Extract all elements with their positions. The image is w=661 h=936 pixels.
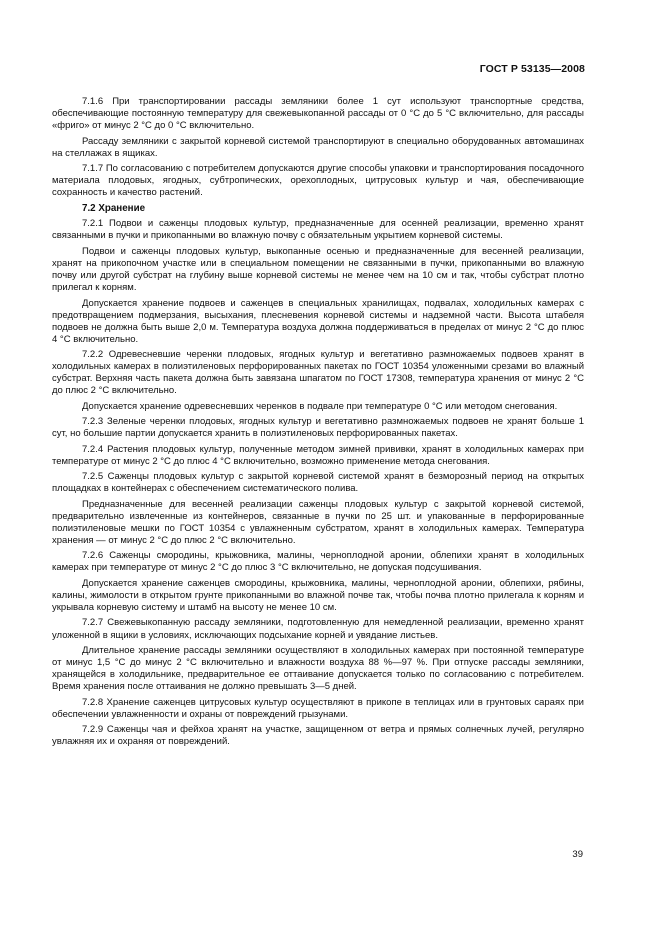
paragraph: Подвои и саженцы плодовых культур, выкопанные осенью и предназначенные для весенней реализации, хранят на прикопочном участке или в специальном помещении не связанными в пучки, прикопанными во влажную почву или другой субстрат на глубину выше корневой системы не менее чем на 10 см и так, чтобы субстрат плотно прилегал к корням.	[52, 245, 584, 294]
paragraph: 7.2.6 Саженцы смородины, крыжовника, малины, черноплодной аронии, облепихи хранят в холодильных камерах при температуре от минус 2 °С до плюс 3 °С включительно, не допуская подсушивания.	[52, 550, 584, 574]
paragraph: Предназначенные для весенней реализации саженцы плодовых культур с закрытой корневой системой, предварительно извлеченные из контейнеров, связанные в пучки по 25 шт. и упакованные в перфорированные полиэтиленовые мешки по ГОСТ 10354 с увлажненным субстратом, хранят в холодильных камерах. Температура хранения — от минус 2 °С до плюс 2 °С включительно.	[52, 498, 584, 546]
paragraph: Допускается хранение подвоев и саженцев в специальных хранилищах, подвалах, холодильных камерах с предотвращением подмерзания, высыхания, плесневения корневой системы и надземной части. Высота штабеля подвоев не должна быть выше 2,0 м. Температура воздуха должна поддерживаться в пределах от минус 2 °С до плюс 4 °С включительно.	[52, 297, 584, 345]
paragraph: 7.2.1 Подвои и саженцы плодовых культур, предназначенные для осенней реализации, временно хранят связанными в пучки и прикопанными во влажную почву с обязательным укрытием корневой системы.	[52, 218, 584, 242]
paragraph: 7.2.8 Хранение саженцев цитрусовых культур осуществляют в прикопе в теплицах или в грунтовых сараях при обеспечении увлажненности и охраны от повреждений грызунами.	[52, 696, 584, 720]
paragraph: Допускается хранение саженцев смородины, крыжовника, малины, черноплодной аронии, облепихи, рябины, калины, жимолости в открытом грунте прикопанными во влажной почве так, чтобы почва плотно прилегала к корням и укрывала корневую систему и штамб на высоту не менее 10 см.	[52, 577, 584, 614]
paragraph: 7.2.4 Растения плодовых культур, полученные методом зимней прививки, хранят в холодильных камерах при температуре от минус 2 °С до плюс 4 °С включительно, возможно применение метода снегования.	[52, 443, 584, 467]
paragraph: Длительное хранение рассады земляники осуществляют в холодильных камерах при постоянной температуре от минус 1,5 °С до минус 2 °С включительно и влажности воздуха 88 %—97 %. При отпуске рассады земляники, хранящейся в холодильнике, предварительное ее оттаивание допускается только по согласованию с потребителем. Время хранения после оттаивания не должно превышать 3—5 дней.	[52, 644, 584, 693]
page-number: 39	[572, 849, 583, 860]
paragraph: 7.1.6 При транспортировании рассады земляники более 1 сут используют транспортные средства, обеспечивающие постоянную температуру для свежевыкопанной рассады от 0 °С до 5 °С включительно, для рассады «фриго» от минус 2 °С до 0 °С включительно.	[52, 96, 584, 132]
section-heading: 7.2 Хранение	[82, 203, 146, 215]
paragraph: 7.2.5 Саженцы плодовых культур с закрытой корневой системой хранят в безморозный период на открытых площадках в контейнерах с обеспечением систематического полива.	[52, 471, 584, 495]
paragraph: 7.2.2 Одревесневшие черенки плодовых, ягодных культур и вегетативно размножаемых подвоев хранят в холодильных камерах в полиэтиленовых перфорированных пакетах по ГОСТ 10354 уложенными срезами во влажный субстрат. Верхняя часть пакета должна быть завязана шпагатом по ГОСТ 17308, температура хранения от минус 2 °С до плюс 2 °С включительно.	[52, 349, 584, 397]
document-body	[52, 96, 584, 748]
paragraph: Допускается хранение одревесневших черенков в подвале при температуре 0 °С или методом снегования.	[82, 400, 558, 412]
paragraph: 7.1.7 По согласованию с потребителем допускаются другие способы упаковки и транспортирования посадочного материала плодовых, ягодных, субтропических, орехоплодных, цитрусовых культур и чая, обеспечивающие сохранность и качество растений.	[52, 163, 584, 199]
paragraph: 7.2.9 Саженцы чая и фейхоа хранят на участке, защищенном от ветра и прямых солнечных лучей, регулярно увлажняя их и охраняя от повреждений.	[52, 724, 584, 748]
document-header: ГОСТ Р 53135—2008	[479, 63, 585, 75]
paragraph: Рассаду земляники с закрытой корневой системой транспортируют в специально оборудованных автомашинах на стеллажах в ящиках.	[52, 135, 584, 159]
paragraph: 7.2.3 Зеленые черенки плодовых, ягодных культур и вегетативно размножаемых подвоев не хранят больше 1 сут, но большие партии допускается хранить в полиэтиленовых перфорированных пакетах.	[52, 416, 584, 440]
paragraph: 7.2.7 Свежевыкопанную рассаду земляники, подготовленную для немедленной реализации, временно хранят уложенной в ящики в условиях, исключающих подсыхание корней и увядание листьев.	[52, 617, 584, 641]
